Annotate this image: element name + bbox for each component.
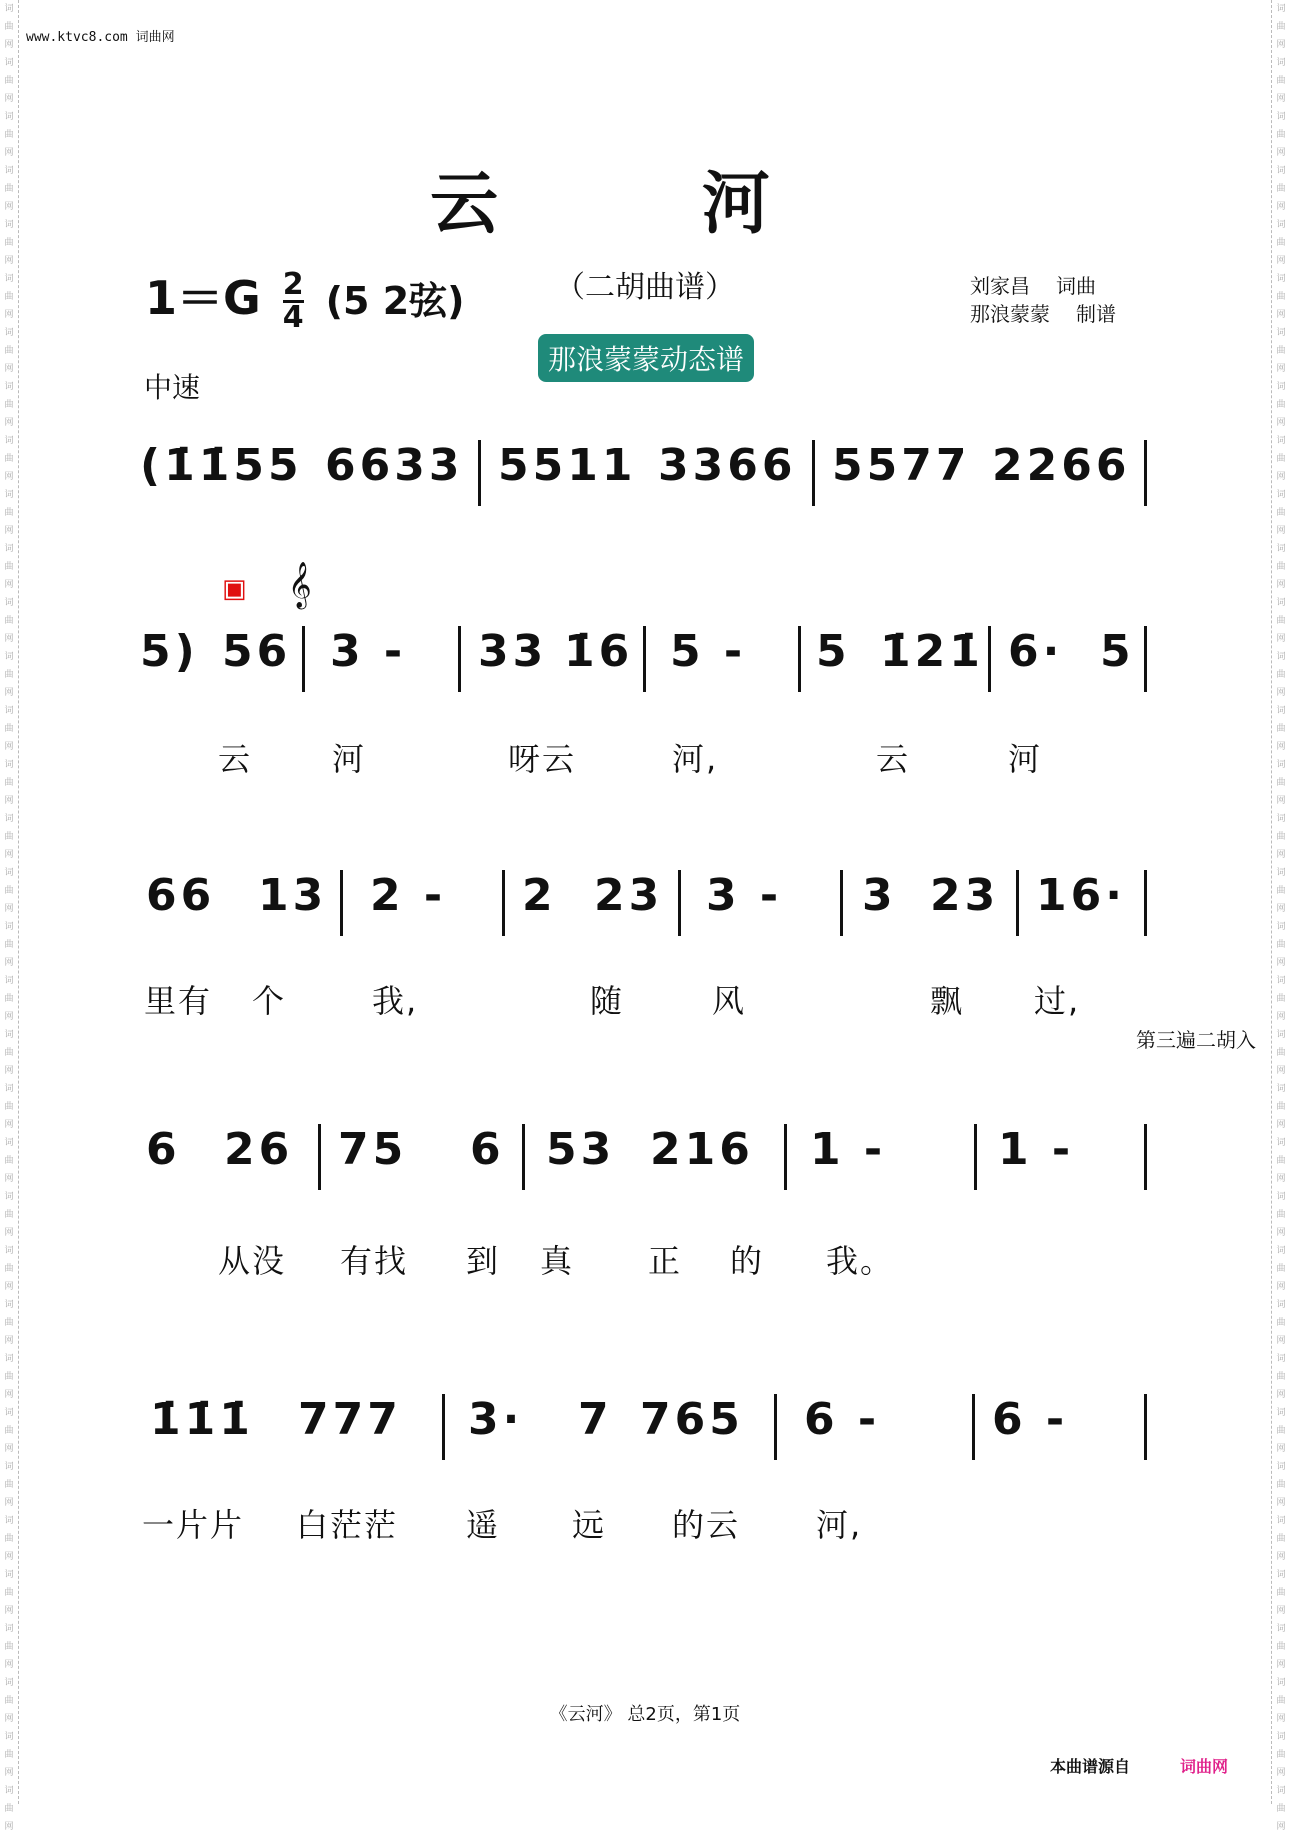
note-group: 1 - xyxy=(810,1124,887,1175)
bar-line xyxy=(798,626,801,692)
source-credit xyxy=(1050,1754,1228,1777)
note-group: 3· xyxy=(468,1394,524,1445)
lyrics-row-4 xyxy=(0,1500,1290,1544)
note-group: 3 - xyxy=(706,870,783,921)
note-group: 1̇6 xyxy=(564,626,634,677)
lyric: 河 xyxy=(332,740,367,778)
lyric: 有找 xyxy=(340,1242,409,1280)
lyric: 我, xyxy=(372,982,419,1020)
note-group: 1̇1̇1̇ xyxy=(150,1394,254,1445)
note-group: 13 xyxy=(258,870,328,921)
lyric: 云 xyxy=(876,740,911,778)
note-group: 5511 xyxy=(498,440,637,491)
note-group: 16· xyxy=(1036,870,1126,921)
note-group: 33 xyxy=(478,626,548,677)
score-row-3 xyxy=(140,1124,1160,1194)
note-group: 23 xyxy=(594,870,664,921)
score-row-1 xyxy=(140,626,1160,696)
lyric: 一片片 xyxy=(142,1506,245,1544)
lyrics-row-3 xyxy=(0,1236,1290,1280)
note-group: 216 xyxy=(650,1124,754,1175)
note-group: 5 xyxy=(816,626,851,677)
note-group: 3366 xyxy=(658,440,797,491)
bar-line xyxy=(340,870,343,936)
segno-icon: 𝄞 xyxy=(288,562,312,608)
lyric: 飘 xyxy=(930,982,965,1020)
note-group: 1 - xyxy=(998,1124,1075,1175)
lyric: 我。 xyxy=(826,1242,895,1280)
note-group: 23 xyxy=(930,870,1000,921)
bar-line xyxy=(1144,626,1147,692)
bar-line xyxy=(974,1124,977,1190)
note-group: 5577 xyxy=(832,440,971,491)
bar-line xyxy=(522,1124,525,1190)
score-row-intro xyxy=(140,440,1160,510)
page-footer: 《云河》 总2页，第1页 xyxy=(549,1704,741,1725)
lyricist-name: 刘家昌 xyxy=(970,274,1030,298)
bar-line xyxy=(318,1124,321,1190)
note-group: (1̇1̇55 xyxy=(140,440,303,491)
note-group: 3 - xyxy=(330,626,407,677)
note-group: 6633 xyxy=(325,440,464,491)
note-group: 5) xyxy=(140,626,199,677)
key-text: 1＝G xyxy=(145,271,261,325)
bar-line xyxy=(988,626,991,692)
tuning: (5 2弦) xyxy=(325,279,465,323)
note-group: 765 xyxy=(640,1394,744,1445)
note-group: 53 xyxy=(546,1124,616,1175)
note-group: 6· xyxy=(1008,626,1064,677)
note-group: 5 xyxy=(1100,626,1135,677)
tempo-marking: 中速 xyxy=(144,371,201,404)
site-watermark: www.ktvc8.com 词曲网 xyxy=(26,30,175,45)
lyric: 从没 xyxy=(218,1242,287,1280)
note-group: 6 - xyxy=(804,1394,881,1445)
lyric: 个 xyxy=(252,982,287,1020)
note-group: 75 xyxy=(338,1124,408,1175)
note-group: 26 xyxy=(224,1124,294,1175)
lyric: 远 xyxy=(572,1506,607,1544)
bar-line xyxy=(458,626,461,692)
lyric: 正 xyxy=(648,1242,683,1280)
bowing-marks: ▣ xyxy=(222,574,247,604)
lyric: 真 xyxy=(540,1242,575,1280)
bar-line xyxy=(1144,1124,1147,1190)
score-row-4 xyxy=(140,1394,1160,1464)
source-label: 本曲谱源自 xyxy=(1050,1757,1131,1776)
lyric: 里有 xyxy=(144,982,213,1020)
note-group: 66 xyxy=(146,870,216,921)
lyrics-row-2 xyxy=(0,976,1290,1020)
key-signature xyxy=(145,262,465,333)
source-brand: 词曲网 xyxy=(1180,1757,1229,1776)
bar-line xyxy=(972,1394,975,1460)
bar-line xyxy=(840,870,843,936)
lyric: 过, xyxy=(1034,982,1081,1020)
third-pass-note: 第三遍二胡入 xyxy=(1136,1028,1256,1052)
bar-line xyxy=(1144,1394,1147,1460)
lyric: 河 xyxy=(1008,740,1043,778)
note-group: 1̇21̇ xyxy=(880,626,984,677)
arranger-role: 制谱 xyxy=(1076,302,1116,326)
time-signature-top: 2 xyxy=(282,267,304,302)
bar-line xyxy=(1144,870,1147,936)
credits xyxy=(970,272,1116,328)
bar-line xyxy=(774,1394,777,1460)
lyricist-role: 词曲 xyxy=(1056,274,1096,298)
bar-line xyxy=(678,870,681,936)
subtitle: （二胡曲谱） xyxy=(555,270,735,305)
lyric: 随 xyxy=(590,982,625,1020)
note-group: 5 - xyxy=(670,626,747,677)
lyric: 的 xyxy=(730,1242,765,1280)
song-title: 云 河 xyxy=(430,164,860,244)
lyric: 遥 xyxy=(466,1506,501,1544)
note-group: 56 xyxy=(222,626,292,677)
note-group: 2 - xyxy=(370,870,447,921)
note-group: 2266 xyxy=(992,440,1131,491)
bar-line xyxy=(478,440,481,506)
bar-line xyxy=(1016,870,1019,936)
lyric: 风 xyxy=(712,982,747,1020)
score-row-2 xyxy=(140,870,1160,940)
lyric: 的云 xyxy=(672,1506,741,1544)
note-group: 6 xyxy=(146,1124,181,1175)
note-group: 7 xyxy=(578,1394,613,1445)
note-group: 3 xyxy=(862,870,897,921)
note-group: 6 - xyxy=(992,1394,1069,1445)
lyric: 河, xyxy=(816,1506,863,1544)
lyric: 云 xyxy=(218,740,253,778)
lyric: 呀云 xyxy=(508,740,577,778)
lyric: 到 xyxy=(466,1242,501,1280)
lyric: 河, xyxy=(672,740,719,778)
time-signature-bottom: 4 xyxy=(282,300,304,335)
bar-line xyxy=(1144,440,1147,506)
dynamic-score-badge: 那浪蒙蒙动态谱 xyxy=(538,334,754,382)
side-watermark-right: 词 曲 网 词 曲 网 词 曲 网 词 曲 网 词 曲 网 词 曲 网 词 曲 网 词 曲 网 词 曲 网 词 曲 网 词 曲 网 词 曲 网 词 曲 网 词 曲 网 词 曲 网 词 曲 网 词 曲 网 词 曲 网 词 曲 网 词 曲 网 词 曲 网 词 曲 网 词 曲 网 词 曲 网 词 曲 网 词 曲 网 词 曲 网 词 曲 网 词 曲 网 词 曲 网 词 曲 网 词 曲 网 词 曲 网 词 曲 网 xyxy=(1276,4,1286,1832)
bar-line xyxy=(502,870,505,936)
bar-line xyxy=(643,626,646,692)
note-group: 777 xyxy=(298,1394,402,1445)
arranger-name: 那浪蒙蒙 xyxy=(970,302,1050,326)
lyric: 白茫茫 xyxy=(296,1506,399,1544)
side-watermark-left: 词 曲 网 词 曲 网 词 曲 网 词 曲 网 词 曲 网 词 曲 网 词 曲 网 词 曲 网 词 曲 网 词 曲 网 词 曲 网 词 曲 网 词 曲 网 词 曲 网 词 曲 网 词 曲 网 词 曲 网 词 曲 网 词 曲 网 词 曲 网 词 曲 网 词 曲 网 词 曲 网 词 曲 网 词 曲 网 词 曲 网 词 曲 网 词 曲 网 词 曲 网 词 曲 网 词 曲 网 词 曲 网 词 曲 网 词 曲 网 xyxy=(4,4,14,1832)
bar-line xyxy=(812,440,815,506)
note-group: 6 xyxy=(470,1124,505,1175)
bar-line xyxy=(302,626,305,692)
bar-line xyxy=(784,1124,787,1190)
lyrics-row-1 xyxy=(0,734,1290,778)
bar-line xyxy=(442,1394,445,1460)
note-group: 2 xyxy=(522,870,557,921)
